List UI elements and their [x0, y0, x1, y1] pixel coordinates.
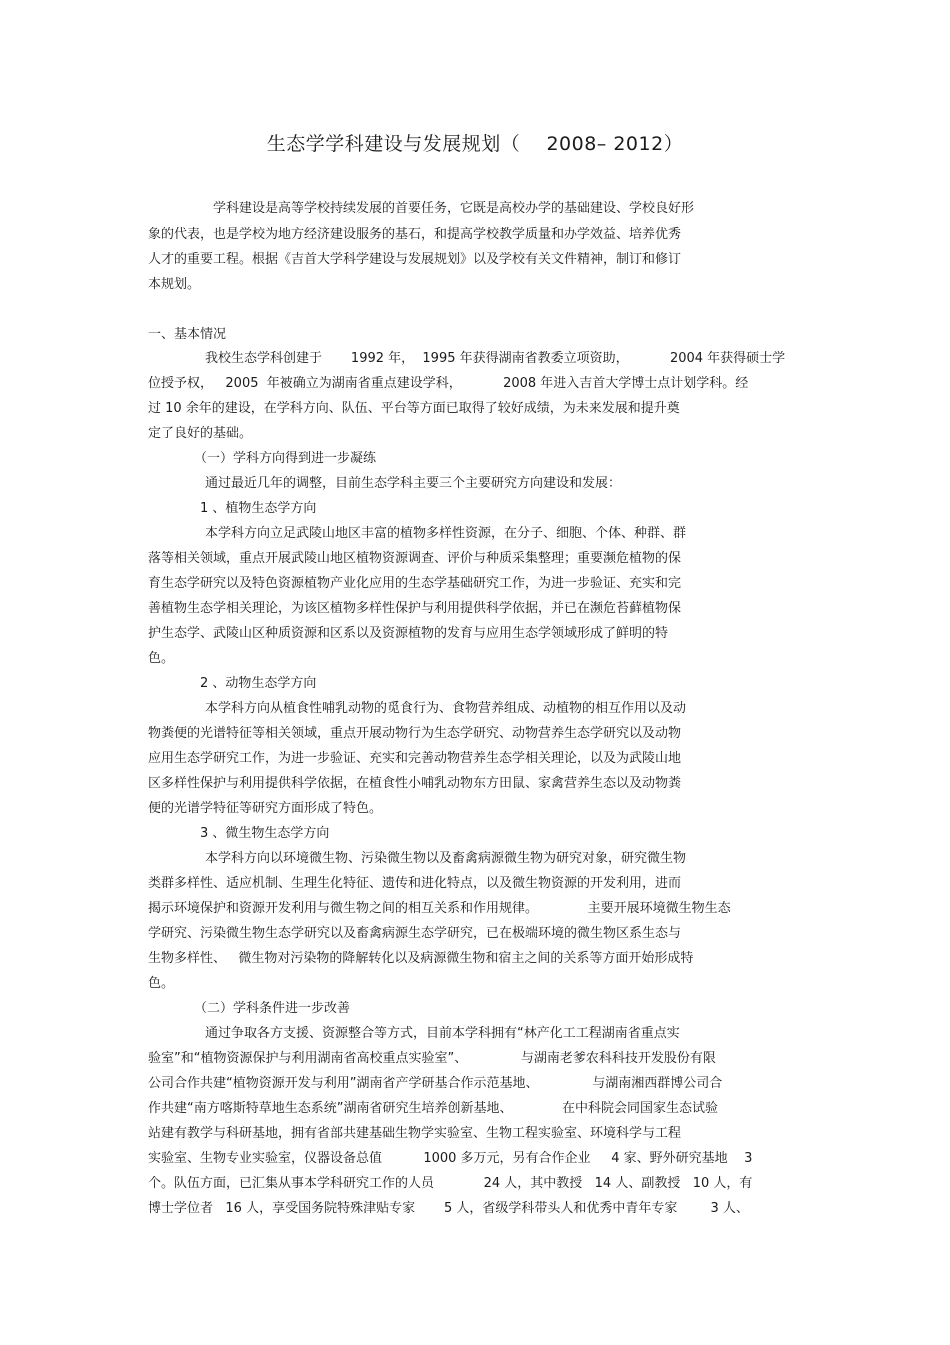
paragraph-line: 实验室、生物专业实验室，仪器设备总值 1000 多万元，另有合作企业 4 家、野外研究基地 3 — [148, 1151, 753, 1166]
paragraph-line: 博士学位者 16 人，享受国务院特殊津贴专家 5 人，省级学科带头人和优秀中青年专家 3 人、 — [148, 1201, 749, 1216]
paragraph-line: 本学科方向以环境微生物、污染微生物以及畜禽病源微生物为研究对象，研究微生物 — [205, 851, 687, 866]
paragraph-line: 站建有教学与科研基地，拥有省部共建基础生物学实验室、生物工程实验室、环境科学与工程 — [148, 1126, 682, 1141]
paragraph-line: 我校生态学科创建于 1992 年， 1995 年获得湖南省教委立项资助， 2004 年获得硕士学 — [205, 351, 786, 366]
direction-heading: 2 、动物生态学方向 — [200, 676, 317, 691]
paragraph-line: 类群多样性、适应机制、生理生化特征、遗传和进化特点，以及微生物资源的开发利用，进而 — [148, 876, 682, 891]
paragraph-line: 色。 — [148, 976, 175, 991]
direction-heading: 3 、微生物生态学方向 — [200, 826, 330, 841]
paragraph-line: 应用生态学研究工作，为进一步验证、充实和完善动物营养生态学相关理论，以及为武陵山地 — [148, 751, 682, 766]
paragraph-line: 学研究、污染微生物生态学研究以及畜禽病源生态学研究，已在极端环境的微生物区系生态与 — [148, 926, 682, 941]
paragraph-line: 护生态学、武陵山区种质资源和区系以及资源植物的发育与应用生态学领域形成了鲜明的特 — [148, 626, 669, 641]
paragraph-line: 本学科方向立足武陵山地区丰富的植物多样性资源，在分子、细胞、个体、种群、群 — [205, 526, 687, 541]
section-heading: 一、基本情况 — [148, 327, 227, 342]
paragraph-line: 位授予权， 2005 年被确立为湖南省重点建设学科， 2008 年进入吉首大学博士点计划学科。经 — [148, 376, 749, 391]
page-title: 生态学学科建设与发展规划（ 2008– 2012） — [266, 133, 684, 155]
paragraph-line: 通过争取各方支援、资源整合等方式，目前本学科拥有“林产化工工程湖南省重点实 — [205, 1026, 680, 1041]
paragraph-line: 定了良好的基础。 — [148, 426, 253, 441]
intro-line: 人才的重要工程。根据《吉首大学科学建设与发展规划》以及学校有关文件精神，制订和修订 — [148, 252, 682, 267]
paragraph-line: 物粪便的光谱特征等相关领域，重点开展动物行为生态学研究、动物营养生态学研究以及动物 — [148, 726, 682, 741]
paragraph-line: 验室”和“植物资源保护与利用湖南省高校重点实验室”、 与湖南老爹农科科技开发股份有限 — [148, 1051, 716, 1066]
paragraph-line: 育生态学研究以及特色资源植物产业化应用的生态学基础研究工作，为进一步验证、充实和完 — [148, 576, 682, 591]
direction-heading: 1 、植物生态学方向 — [200, 501, 317, 516]
paragraph-line: 通过最近几年的调整，目前生态学科主要三个主要研究方向建设和发展： — [205, 476, 622, 491]
paragraph-line: 色。 — [148, 651, 175, 666]
paragraph-line: 公司合作共建“植物资源开发与利用”湖南省产学研基合作示范基地、 与湖南湘西群博公司合 — [148, 1076, 723, 1091]
paragraph-line: 善植物生态学相关理论，为该区植物多样性保护与利用提供科学依据，并已在濒危苔藓植物保 — [148, 601, 682, 616]
paragraph-line: 落等相关领域，重点开展武陵山地区植物资源调查、评价与种质采集整理；重要濒危植物的保 — [148, 551, 682, 566]
paragraph-line: 作共建“南方喀斯特草地生态系统”湖南省研究生培养创新基地、 在中科院会同国家生态试验 — [148, 1101, 719, 1116]
intro-line: 象的代表，也是学校为地方经济建设服务的基石，和提高学校教学质量和办学效益、培养优秀 — [148, 227, 682, 242]
intro-line: 学科建设是高等学校持续发展的首要任务，它既是高校办学的基础建设、学校良好形 — [213, 201, 695, 216]
paragraph-line: 区多样性保护与利用提供科学依据，在植食性小哺乳动物东方田鼠、家禽营养生态以及动物粪 — [148, 776, 682, 791]
subsection-heading: （一）学科方向得到进一步凝练 — [194, 451, 377, 466]
paragraph-line: 生物多样性、 微生物对污染物的降解转化以及病源微生物和宿主之间的关系等方面开始形成特 — [148, 951, 694, 966]
intro-line: 本规划。 — [148, 277, 201, 292]
subsection-heading: （二）学科条件进一步改善 — [194, 1001, 351, 1016]
paragraph-line: 揭示环境保护和资源开发利用与微生物之间的相互关系和作用规律。 主要开展环境微生物生态 — [148, 901, 731, 916]
paragraph-line: 便的光谱学特征等研究方面形成了特色。 — [148, 801, 383, 816]
paragraph-line: 过 10 余年的建设，在学科方向、队伍、平台等方面已取得了较好成绩，为未来发展和提升奠 — [148, 401, 680, 416]
paragraph-line: 个。队伍方面，已汇集从事本学科研究工作的人员 24 人，其中教授 14 人、副教授 10 人，有 — [148, 1176, 753, 1191]
paragraph-line: 本学科方向从植食性哺乳动物的觅食行为、食物营养组成、动植物的相互作用以及动 — [205, 701, 687, 716]
